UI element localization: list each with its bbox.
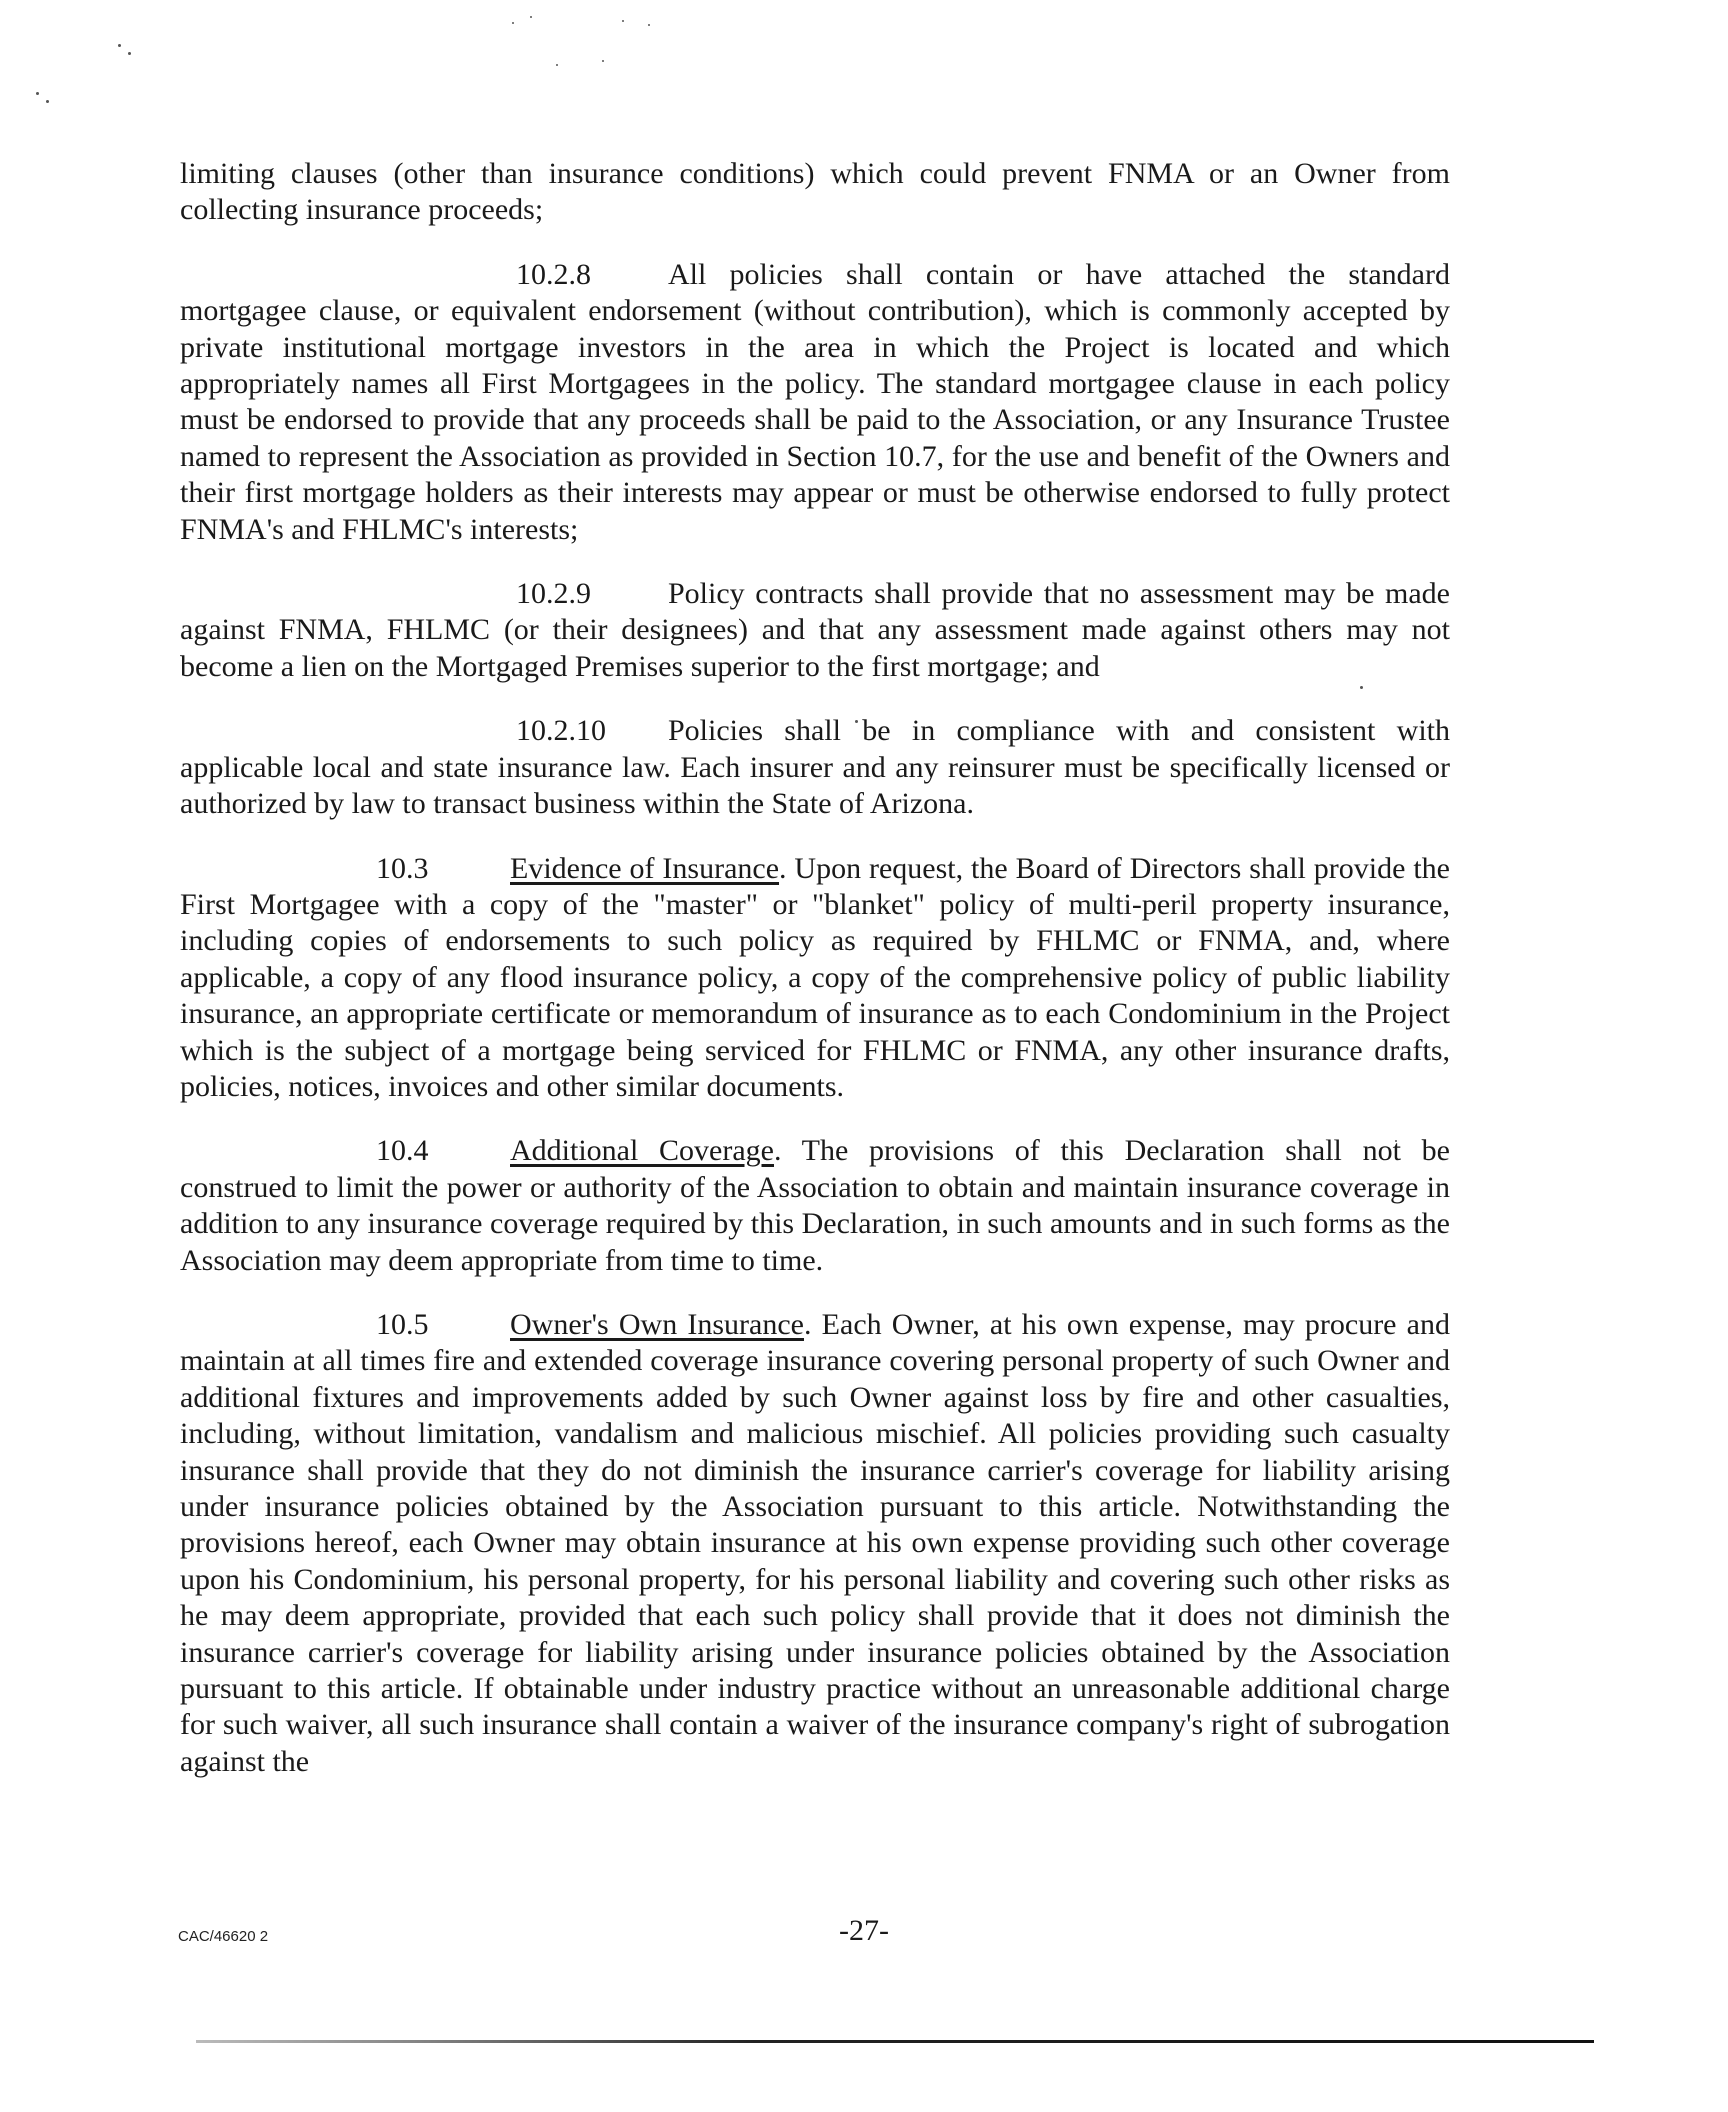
section-number: 10.2.9 xyxy=(516,577,591,611)
section-number: 10.4 xyxy=(376,1134,429,1168)
paragraph-text: limiting clauses (other than insurance conditions) which could prevent FNMA or an Owner from collecting insurance proceeds; xyxy=(180,157,1450,227)
paragraph-text: Policy contracts shall provide that no assessment may be made against FNMA, FHLMC (or their designees) and that any assessment made against others may not become a lien on the Mortgaged Premises superior to the first mortgage; and xyxy=(180,577,1450,683)
paragraph-10-5 xyxy=(180,1307,1450,1780)
paragraph-text: . The provisions of this Declaration shall not be construed to limit the power or authority of the Association to obtain and maintain insurance coverage in addition to any insurance coverage required by this Declaration, in such amounts and in such forms as the Association may deem appropriate from time to time. xyxy=(180,1134,1450,1277)
section-number: 10.2.8 xyxy=(516,257,591,291)
paragraph-text: . Upon request, the Board of Directors shall provide the First Mortgagee with a copy of the "master" or "blanket" policy of multi-peril property insurance, including copies of endorsements to such policy as required by FHLMC or FNMA, and, where applicable, a copy of any flood insurance policy, a copy of the comprehensive policy of public liability insurance, an appropriate certificate or memorandum of insurance as to each Condominium in the Project which is the subject of a mortgage being serviced for FHLMC or FNMA, any other insurance drafts, policies, notices, invoices and other similar documents. xyxy=(180,851,1450,1103)
section-number: 10.3 xyxy=(376,851,429,885)
paragraph-text: All policies shall contain or have attached the standard mortgagee clause, or equivalent endorsement (without contribution), which is commonly accepted by private institutional mortgage investors in the area in which the Project is located and which appropriately names all First Mortgagees in the policy. The standard mortgagee clause in each policy must be endorsed to provide that any proceeds shall be paid to the Association, or any Insurance Trustee named to represent the Association as provided in Section 10.7, for the use and benefit of the Owners and their first mortgage holders as their interests may appear or must be otherwise endorsed to fully protect FNMA's and FHLMC's interests; xyxy=(180,257,1450,546)
paragraph-text: Policies shall be in compliance with and consistent with applicable local and state insurance law. Each insurer and any reinsurer must be specifically licensed or authorized by law to transact business within the State of Arizona. xyxy=(180,714,1450,821)
document-code: CAC/46620 2 xyxy=(178,1928,269,1945)
document-body xyxy=(180,156,1450,1808)
paragraph-10-2-10 xyxy=(180,713,1450,822)
section-heading: Additional Coverage xyxy=(510,1134,774,1168)
page-number: -27- xyxy=(839,1914,889,1947)
section-heading: Evidence of Insurance xyxy=(510,851,780,885)
paragraph-10-4 xyxy=(180,1133,1450,1279)
section-number: 10.2.10 xyxy=(516,714,606,748)
paragraph-10-3 xyxy=(180,851,1450,1106)
section-number: 10.5 xyxy=(376,1307,429,1341)
paragraph-10-2-8 xyxy=(180,257,1450,548)
paragraph-continuation xyxy=(180,156,1450,229)
section-heading: Owner's Own Insurance xyxy=(510,1307,804,1341)
paragraph-10-2-9 xyxy=(180,576,1450,685)
scan-edge-line xyxy=(196,2040,1594,2043)
paragraph-text: . Each Owner, at his own expense, may procure and maintain at all times fire and extended coverage insurance covering personal property of such Owner and additional fixtures and improvements added by such Owner against loss by fire and other casualties, including, without limitation, vandalism and malicious mischief. All policies providing such casualty insurance shall provide that they do not diminish the insurance carrier's coverage for liability arising under insurance policies obtained by the Association pursuant to this article. Notwithstanding the provisions hereof, each Owner may obtain insurance at his own expense providing such other coverage upon his Condominium, his personal property, for his personal liability and covering such other risks as he may deem appropriate, provided that each such policy shall provide that it does not diminish the insurance carrier's coverage for liability arising under insurance policies obtained by the Association pursuant to this article. If obtainable under industry practice without an unreasonable additional charge for such waiver, all such insurance shall contain a waiver of the insurance company's right of subrogation against the xyxy=(180,1307,1450,1778)
